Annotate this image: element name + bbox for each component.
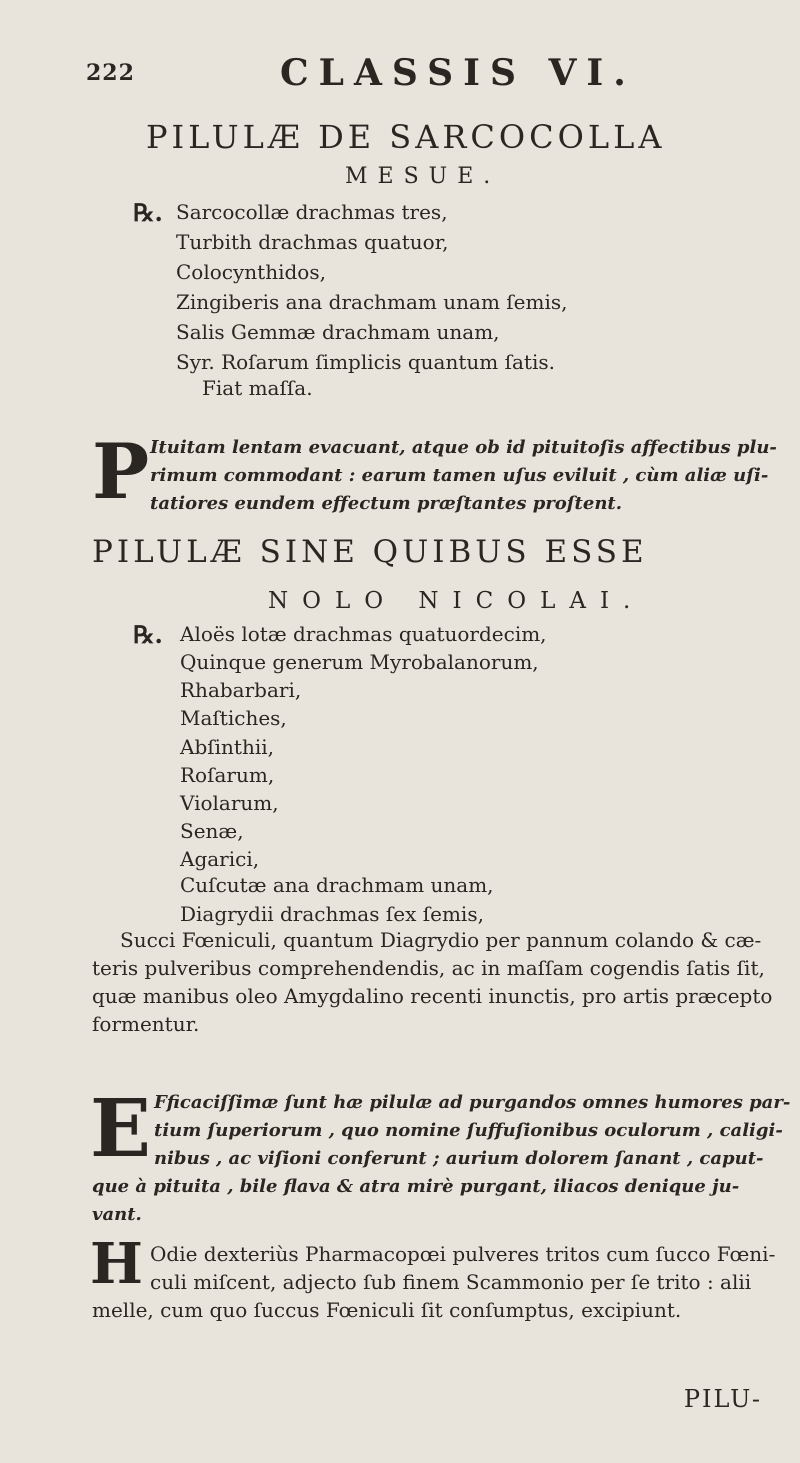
recipe-line: Quinque generum Myrobalanorum, (180, 650, 539, 674)
recipe-line: Rhabarbari, (180, 678, 302, 702)
recipe-line: Agarici, (180, 847, 260, 871)
section-title-sine-quibus: PILULÆ SINE QUIBUS ESSE (92, 534, 648, 570)
recipe-line: Violarum, (180, 791, 279, 815)
recipe-line: Cuſcutæ ana drachmam unam, (180, 873, 494, 897)
recipe-line: Diagrydii drachmas ſex ſemis, (180, 902, 484, 926)
note-line: tatiores eundem effectum præſtantes proſtent. (150, 493, 622, 514)
recipe-line: Roſarum, (180, 763, 275, 787)
recipe-line: Zingiberis ana drachmam unam ſemis, (176, 290, 568, 314)
final-line: culi miſcent, adjecto ſub finem Scammonio per ſe trito : alii (150, 1270, 752, 1294)
recipe-line: Sarcocollæ drachmas tres, (176, 200, 448, 224)
note-line: rimum commodant : earum tamen uſus eviluit , cùm aliæ uſi- (150, 465, 769, 486)
recipe-line: Maſtiches, (180, 706, 287, 730)
recipe-line: Fiat maſſa. (202, 376, 313, 400)
recipe-line: Abſinthii, (180, 735, 274, 759)
drop-cap: H (90, 1231, 143, 1297)
rx-symbol: ℞. (133, 198, 163, 227)
prose-line: teris pulveribus comprehendendis, ac in maſſam cogendis ſatis ſit, (92, 956, 765, 980)
note-line: que à pituita , bile flava & atra mirè purgant, iliacos denique ju- (92, 1176, 740, 1197)
final-line: melle, cum quo ſuccus Fœniculi ſit conſumptus, excipiunt. (92, 1298, 682, 1322)
prose-line: quæ manibus oleo Amygdalino recenti inunctis, pro artis præcepto (92, 984, 773, 1008)
prose-line: formentur. (92, 1012, 200, 1036)
recipe-line: Salis Gemmæ drachmam unam, (176, 320, 500, 344)
recipe-line: Senæ, (180, 819, 244, 843)
drop-cap: P (92, 427, 150, 516)
recipe-line: Turbith drachmas quatuor, (176, 230, 449, 254)
recipe-line: Colocynthidos, (176, 260, 326, 284)
page-number: 222 (86, 60, 135, 86)
section-author-mesue: MESUE. (345, 164, 501, 189)
rx-symbol: ℞. (133, 620, 163, 649)
catchword: PILU- (683, 1385, 762, 1413)
section-title-sarcocolla: PILULÆ DE SARCOCOLLA (146, 118, 666, 156)
final-line: Odie dexteriùs Pharmacopœi pulveres tritos cum ſucco Fœni- (150, 1242, 776, 1266)
note-line: vant. (92, 1204, 142, 1225)
prose-line: Succi Fœniculi, quantum Diagrydio per pannum colando & cæ- (120, 928, 762, 952)
section-author-nicolai: NOLO NICOLAI. (268, 588, 645, 614)
recipe-line: Syr. Roſarum ſimplicis quantum ſatis. (176, 350, 555, 374)
note-line: Fficaciſſimæ ſunt hæ pilulæ ad purgandos omnes humores par- (154, 1092, 791, 1113)
note-line: tium ſuperiorum , quo nomine ſuffuſionibus oculorum , caligi- (154, 1120, 783, 1141)
note-line: Ituitam lentam evacuant, atque ob id pituitoſis affectibus plu- (150, 437, 777, 458)
note-line: nibus , ac viſioni conferunt ; aurium dolorem ſanant , caput- (154, 1148, 764, 1169)
running-head: CLASSIS VI. (280, 52, 636, 94)
recipe-line: Aloës lotæ drachmas quatuordecim, (180, 622, 547, 646)
drop-cap: E (90, 1081, 151, 1175)
